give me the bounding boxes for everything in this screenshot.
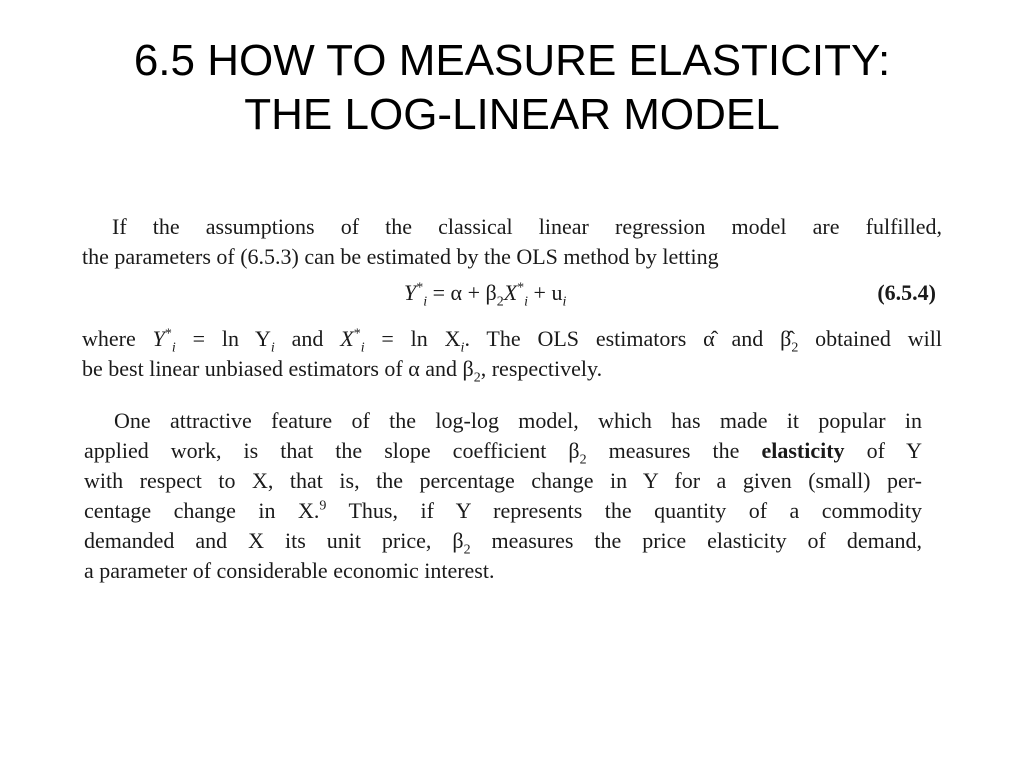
paragraph-3-line-6: a parameter of considerable economic interest. bbox=[84, 558, 495, 583]
equation-6-5-4 bbox=[82, 274, 942, 318]
paragraph-3-line-5: demanded and X its unit price, $\beta_2$ measures the price elasticity of demand, bbox=[84, 528, 922, 558]
paragraph-3-line-1: One attractive feature of the log-log model, which has made it popular in bbox=[114, 408, 922, 433]
slide-title-line-2: THE LOG-LINEAR MODEL bbox=[244, 90, 780, 139]
paragraph-1 bbox=[82, 212, 942, 272]
paragraph-1-line-1: If the assumptions of the classical linear regression model are fulfilled, bbox=[112, 214, 942, 239]
slide-title-line-1: 6.5 HOW TO MEASURE ELASTICITY: bbox=[133, 36, 891, 85]
paragraph-1-line-2: the parameters of (6.5.3) can be estimated by the OLS method by letting bbox=[82, 244, 719, 269]
paragraph-3 bbox=[84, 406, 922, 586]
paragraph-2-line-2: be best linear unbiased estimators of α and $\beta_2$, respectively. bbox=[82, 356, 603, 386]
slide-title bbox=[40, 34, 984, 142]
paragraph-3-line-3: with respect to X, that is, the percentage change in Y for a given (small) per- bbox=[84, 468, 922, 493]
paragraph-2-line-1: where $Y^*_i = \ln Y_i$ and $X^*_i = \ln X_i$. The OLS estimators α̂ and $\betâ_2$ obtained will bbox=[82, 326, 942, 356]
elasticity-term: elasticity bbox=[761, 438, 845, 463]
equation-number: (6.5.4) bbox=[877, 280, 936, 305]
equation-body: $Y^*_i = \alpha + \beta_2X^*_i + u_i$ bbox=[404, 280, 567, 310]
paragraph-3-line-4: centage change in X.$^9$ Thus, if Y represents the quantity of a commodity bbox=[84, 498, 922, 523]
paragraph-2 bbox=[82, 324, 942, 384]
paragraph-3-line-2: applied work, is that the slope coefficient $\beta_2$ measures the elasticity of Y bbox=[84, 438, 923, 468]
footnote-marker: 9 bbox=[319, 498, 327, 514]
textbook-excerpt bbox=[82, 212, 942, 586]
